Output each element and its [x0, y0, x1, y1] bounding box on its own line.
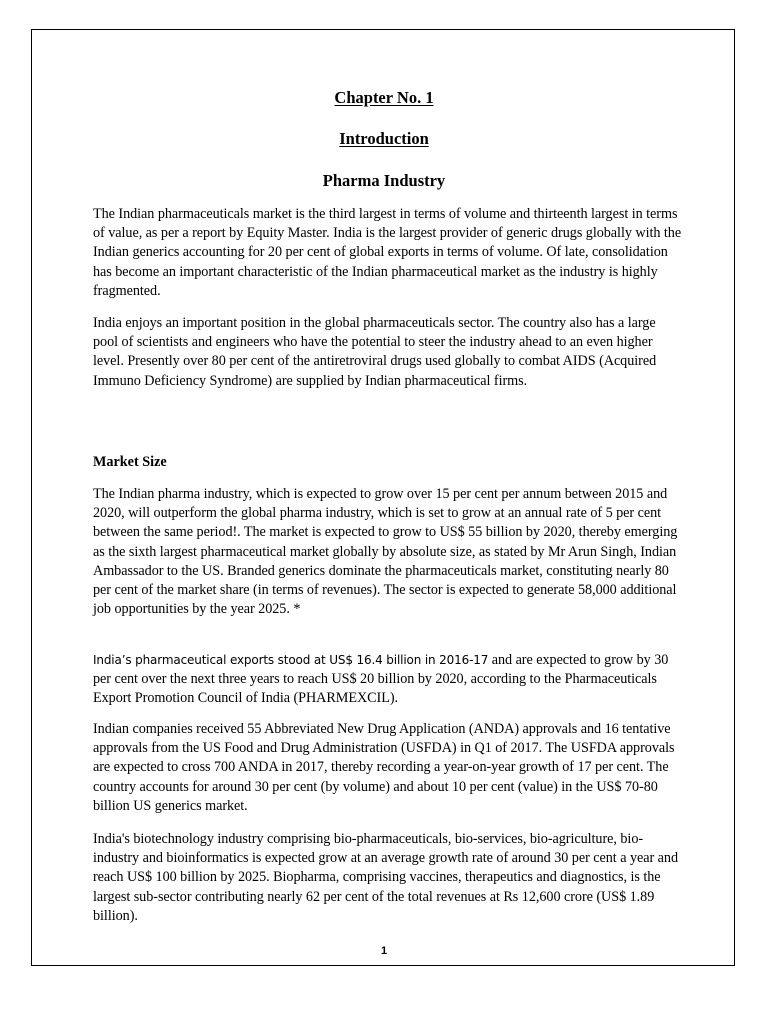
anda-approvals-paragraph: Indian companies received 55 Abbreviated New Drug Application (ANDA) approvals and 16 tentative approvals from the US Food and Drug Administration (USFDA) in Q1 of 2017. The USFDA approvals are expected to cross 700 ANDA in 2017, thereby recording a year-on-year growth of 17 per cent. The country accounts for around 30 per cent (by volume) and about 10 per cent (value) in the US$ 70-80 billion US generics market.	[93, 721, 675, 814]
intro-paragraph-1: The Indian pharmaceuticals market is the third largest in terms of volume and thirteenth largest in terms of value, as per a report by Equity Master. India is the largest provider of generic drugs globally with the Indian generics accounting for 20 per cent of global exports in terms of volume. Of late, consolidation has become an important characteristic of the Indian pharmaceutical market as the industry is highly fragmented.	[93, 206, 682, 299]
market-growth-paragraph: The Indian pharma industry, which is expected to grow over 15 per cent per annum between 2015 and 2020, will outperform the global pharma industry, which is set to grow at an annual rate of 5 per cent between the same period!. The market is expected to grow to US$ 55 billion by 2020, thereby emerging as the sixth largest pharmaceutical market globally by absolute size, as stated by Mr Arun Singh, Indian Ambassador to the US. Branded generics dominate the pharmaceuticals market, constituting nearly 80 per cent of the market share (in terms of revenues). The sector is expected to generate 58,000 additional job opportunities by the year 2025. *	[93, 486, 678, 618]
chapter-title: Chapter No. 1	[334, 88, 434, 107]
biotech-paragraph: India's biotechnology industry comprising bio-pharmaceuticals, bio-services, bio-agriculture, bio-industry and bioinformatics is expected grow at an average growth rate of around 30 per cent a year and reach US$ 100 billion by 2025. Biopharma, comprising vaccines, therapeutics and diagnostics, is the largest sub-sector contributing nearly 62 per cent of the total revenues at Rs 12,600 crore (US$ 1.89 billion).	[93, 831, 678, 924]
exports-lead-text: India’s pharmaceutical exports stood at US$ 16.4 billion in 2016-17	[93, 653, 489, 667]
exports-paragraph	[93, 651, 683, 709]
introduction-title: Introduction	[339, 129, 429, 148]
intro-paragraph-2: India enjoys an important position in the global pharmaceuticals sector. The country also has a large pool of scientists and engineers who have the potential to steer the industry ahead to an even higher level. Presently over 80 per cent of the antiretroviral drugs used globally to combat AIDS (Acquired Immuno Deficiency Syndrome) are supplied by Indian pharmaceutical firms.	[93, 315, 657, 389]
page-number: 1	[380, 945, 388, 957]
exports-rest-text: and are expected to grow by 30 per cent over the next three years to reach US$ 20 billion by 2020, according to the Pharmaceuticals Export Promotion Council of India (PHARMEXCIL).	[93, 652, 669, 707]
pharma-industry-title: Pharma Industry	[322, 171, 446, 190]
market-size-heading: Market Size	[93, 454, 167, 470]
